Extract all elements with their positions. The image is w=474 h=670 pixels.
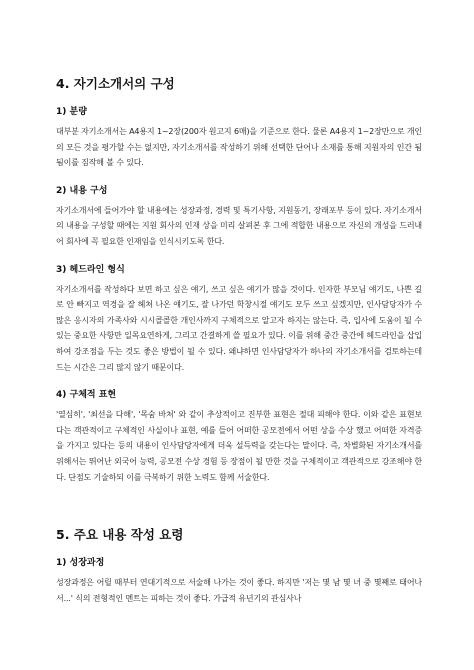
section-5-title: 5. 주요 내용 작성 요령 (56, 527, 184, 543)
section-4-1-body: 대부분 자기소개서는 A4용지 1~2장(200자 원고지 6매)을 기준으로 한다. 물론 A4용지 1~2장만으로 개인의 모든 것을 평가할 수는 없지만, 자기소개서를 작성하기 위해 선택한 단어나 소재를 통해 지원자의 인간 됨됨이를 짐작해 볼 수 있다. (56, 127, 422, 168)
section-4-1-heading: 1) 분량 (56, 107, 87, 117)
section-4-2-body: 자기소개서에 들어가야 할 내용에는 성장과정, 경력 및 특기사항, 지원동기, 장래포부 등이 있다. 자기소개서의 내용을 구성할 때에는 지원 회사의 인재 상을 미리 살펴본 후 그에 적합한 내용으로 자신의 개성을 드러내어 회사에 꼭 필요한 인재임을 인식시키도록 한다. (56, 205, 422, 246)
section-5-1-body: 성장과정은 어릴 때부터 연대기적으로 서술해 나가는 것이 좋다. 하지만 '저는 몇 남 몇 녀 중 몇째로 태어나서...' 식의 전형적인 멘트는 피하는 것이 좋다. 가급적 유년기의 관심사나 (56, 578, 422, 603)
section-4-3-heading: 3) 헤드라인 형식 (56, 264, 125, 275)
section-4-title: 4. 자기소개서의 구성 (56, 76, 175, 91)
section-4-3-body: 자기소개서를 작성하다 보면 하고 싶은 얘기, 쓰고 싶은 얘기가 많을 것이다. 인자한 부모님 얘기도, 나쁜 길로 안 빠지고 역경을 잘 헤쳐 나온 얘기도, 잘 나가던 학창시절 얘기도 모두 쓰고 싶겠지만, 인사담당자가 수많은 응시자의 가족사와 시시콜콜한 개인사까지 구체적으로 알고자 하지는 않는다. 즉, 입사에 도움이 될 수 있는 중요한 사항만 일목요연하게, 그리고 간결하게 쓸 필요가 있다. 이를 위해 중간 중간에 헤드라인을 삽입하여 강조점을 두는 것도 좋은 방법이 될 수 있다. 왜냐하면 인사담당자가 하나의 자기소개서를 검토하는데 드는 시간은 그리 많지 않기 때문이다. (56, 284, 422, 372)
document-content (56, 72, 422, 606)
section-4-2-heading: 2) 내용 구성 (56, 185, 108, 196)
section-4-4-body: '열심히', '최선을 다해', '목숨 바쳐' 와 같이 추상적이고 진부한 표현은 절대 피해야 한다. 이와 같은 표현보다는 객관적이고 구체적인 사실이나 표현, 예를 들어 어떠한 공모전에서 어떤 상을 수상 했고 어떠한 자격증을 가지고 있다는 등의 내용이 인사담당자에게 더욱 설득력을 갖는다는 말이다. 즉, 차별화된 자기소개서를 위해서는 뛰어난 외국어 능력, 공모전 수상 경험 등 장점이 될 만한 것을 구체적이고 객관적으로 강조해야 한다. 단점도 기술하되 이를 극복하기 위한 노력도 함께 서술한다. (56, 410, 422, 482)
section-4-4-heading: 4) 구체적 표현 (56, 390, 117, 401)
section-5-1-heading: 1) 성장과정 (56, 558, 105, 569)
